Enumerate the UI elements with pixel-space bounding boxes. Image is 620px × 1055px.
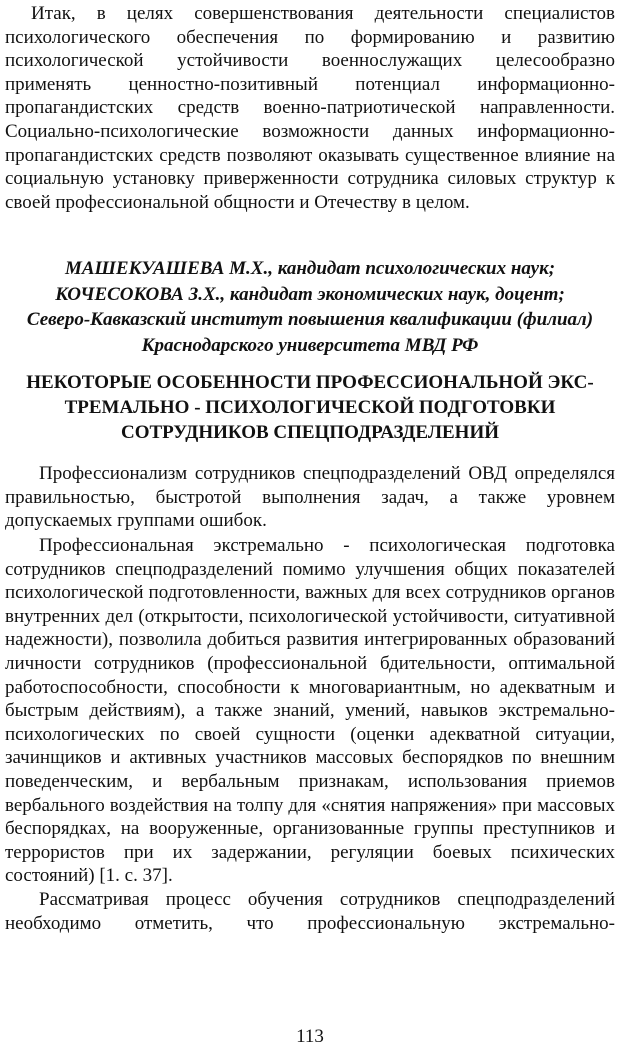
body-paragraph-1-text: Профессионализм сотрудников спецподразделений ОВД определялся правильностью, быстротой выполнения задач, а также уровнем допускаемых группами ошибок. bbox=[5, 463, 615, 532]
article-title-line-1: НЕКОТОРЫЕ ОСОБЕННОСТИ ПРОФЕССИОНАЛЬНОЙ ЭКС- bbox=[26, 372, 594, 393]
article-title bbox=[0, 370, 620, 445]
affiliation-line-1: Северо-Кавказский институт повышения квалификации (филиал) bbox=[26, 309, 594, 330]
body-paragraph-3-text: Рассматривая процесс обучения сотрудников спецподразделений необходимо отметить, что профессиональную экстремально- bbox=[5, 889, 615, 934]
body-paragraph-3 bbox=[5, 888, 615, 935]
article-title-line-2: ТРЕМАЛЬНО - ПСИХОЛОГИЧЕСКОЙ ПОДГОТОВКИ bbox=[64, 397, 556, 418]
affiliation-line-2: Краснодарского университета МВД РФ bbox=[141, 334, 479, 356]
intro-paragraph bbox=[5, 2, 615, 214]
article-title-line-3: СОТРУДНИКОВ СПЕЦПОДРАЗДЕЛЕНИЙ bbox=[120, 422, 500, 443]
page-number: 113 bbox=[296, 1026, 324, 1047]
author-line-1: МАШЕКУАШЕВА М.Х., кандидат психологических наук; bbox=[64, 258, 556, 279]
authors-block bbox=[0, 256, 620, 358]
body-paragraph-2-text: Профессиональная экстремально - психологическая подготовка сотрудников спецподразделений помимо улучшения общих показателей психологической подготовленности, важных для всех сотрудников органов внутренних дел (открытости, психологической устойчивости, ситуативной надежности), позволила добиться развития интегрированных образований личности сотрудников (профессиональной бдительности, оптимальной работоспособности, способности к многовариантным, но адекватным и быстрым действиям), а также знаний, умений, навыков экстремально-психологических по своей сущности (оценки адекватной ситуации, зачинщиков и активных участников массовых беспорядков по внешним поведенческим, и вербальным признакам, использования приемов вербального воздействия на толпу для «снятия напряжения» при массовых беспорядках, на вооруженные, организованные группы преступников и террористов при их задержании, регуляции боевых психических состояний) [1. с. 37]. bbox=[5, 535, 615, 887]
author-line-2: КОЧЕСОКОВА З.Х., кандидат экономических наук, доцент; bbox=[55, 283, 565, 305]
intro-paragraph-text: Итак, в целях совершенствования деятельности специалистов психологического обеспечения по формированию и развитию психологической устойчивости военнослужащих целесообразно применять ценностно-позитивный потенциал информационно-пропагандистских средств военно-патриотической направленности. Социально-психологические возможности данных информационно-пропагандистских средств позволяют оказывать существенное влияние на социальную установку приверженности сотрудника силовых структур к своей профессиональной общности и Отечеству в целом. bbox=[5, 3, 615, 213]
body-paragraph-1 bbox=[5, 462, 615, 533]
body-paragraph-2 bbox=[5, 534, 615, 888]
